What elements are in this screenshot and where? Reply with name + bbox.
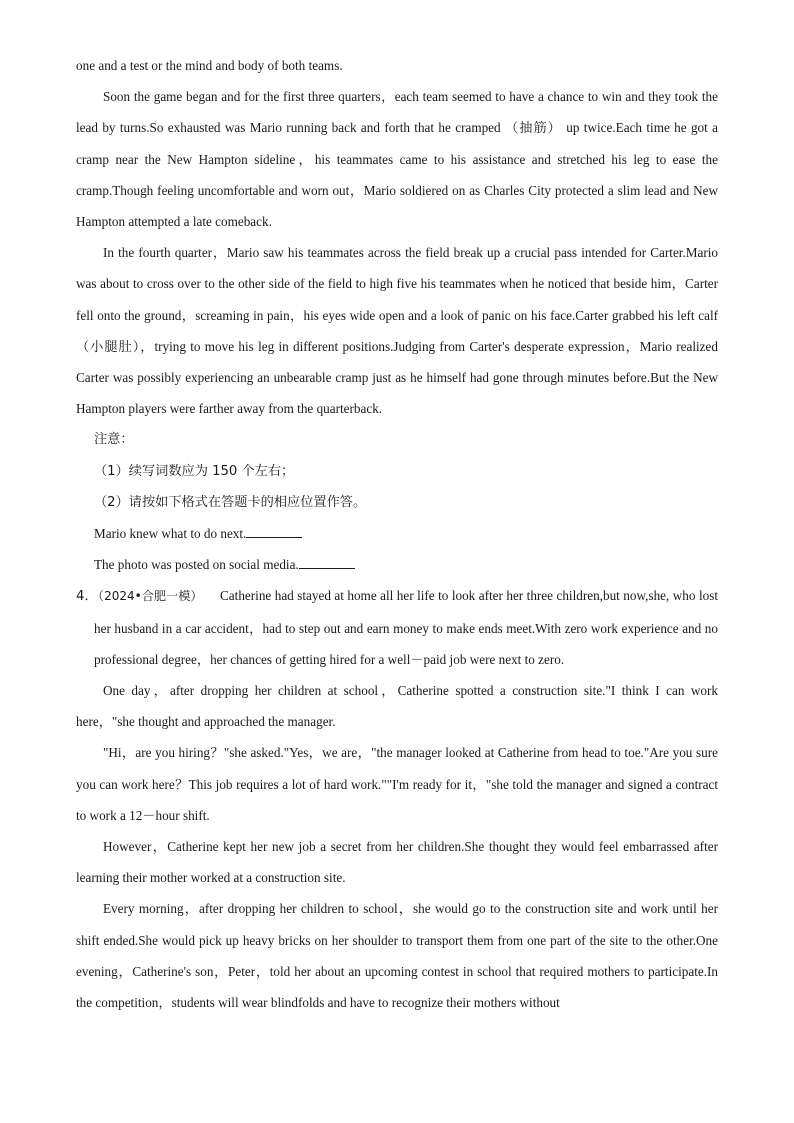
question-number: 4． bbox=[76, 589, 98, 605]
paragraph-secret: However，Catherine kept her new job a secret from her children.She thought they would feel embarrassed after learning their mother worked at a construction site. bbox=[76, 839, 718, 886]
notes-heading: 注意： bbox=[94, 432, 134, 448]
prompt-line-2 bbox=[76, 549, 718, 580]
note-item-2: （2）请按如下格式在答题卡的相应位置作答。 bbox=[94, 494, 367, 510]
prompt-text-1: Mario knew what to do next. bbox=[94, 526, 247, 542]
answer-blank-1 bbox=[246, 523, 302, 538]
question-4-intro bbox=[76, 580, 718, 675]
answer-blank-2 bbox=[299, 554, 355, 569]
prompt-text-2: The photo was posted on social media. bbox=[94, 557, 299, 573]
note-item-1: （1）续写词数应为 150 个左右； bbox=[94, 463, 295, 479]
question-4-first-paragraph: Catherine had stayed at home all her life to look after her three children,but now,she, who lost her husband in a car accident，had to step out and earn money to make ends meet.With zero work experience and no professional degree，her chances of getting hired for a well－paid job were next to zero. bbox=[94, 588, 719, 667]
paragraph-fourth-quarter: In the fourth quarter，Mario saw his teammates across the field break up a crucial pass intended for Carter.Mario was about to cross over to the other side of the field to high five his teammates when he noticed that beside him，Carter fell onto the ground，screaming in pain，his eyes wide open and a look of panic on his face.Carter grabbed his left calf （小腿肚），trying to move his leg in different positions.Judging from Carter's desperate expression，Mario realized Carter was possibly experiencing an unbearable cramp just as he himself had gone through minutes before.But the New Hampton players were farther away from the quarterback. bbox=[76, 245, 718, 417]
paragraph-every-morning: Every morning，after dropping her children to school，she would go to the construction site and work until her shift ended.She would pick up heavy bricks on her shoulder to transport them from one part of the site to the other.One evening，Catherine's son，Peter，told her about an upcoming contest in school that required mothers to participate.In the competition，students will wear blindfolds and have to recognize their mothers without bbox=[76, 901, 718, 1011]
paragraph-hiring: "Hi，are you hiring？"she asked."Yes，we are，"the manager looked at Catherine from head to toe."Are you sure you can work here？This job requires a lot of hard work.""I'm ready for it，"she told the manager and signed a contract to work a 12－hour shift. bbox=[76, 745, 718, 823]
paragraph-continued: one and a test or the mind and body of both teams. bbox=[76, 58, 343, 73]
paragraph-one-day: One day，after dropping her children at school，Catherine spotted a construction site."I think I can work here，"she thought and approached the manager. bbox=[76, 683, 718, 730]
document-page bbox=[76, 50, 718, 1018]
prompt-line-1 bbox=[76, 518, 718, 549]
question-source: （2024•合肥一模） bbox=[97, 589, 203, 604]
paragraph-game-began: Soon the game began and for the first three quarters，each team seemed to have a chance to win and they took the lead by turns.So exhausted was Mario running back and forth that he cramped （抽筋） up twice.Each time he got a cramp near the New Hampton sideline，his teammates came to his assistance and stretched his leg to ease the cramp.Though feeling uncomfortable and worn out，Mario soldiered on as Charles City protected a slim lead and New Hampton attempted a late comeback. bbox=[76, 89, 718, 230]
